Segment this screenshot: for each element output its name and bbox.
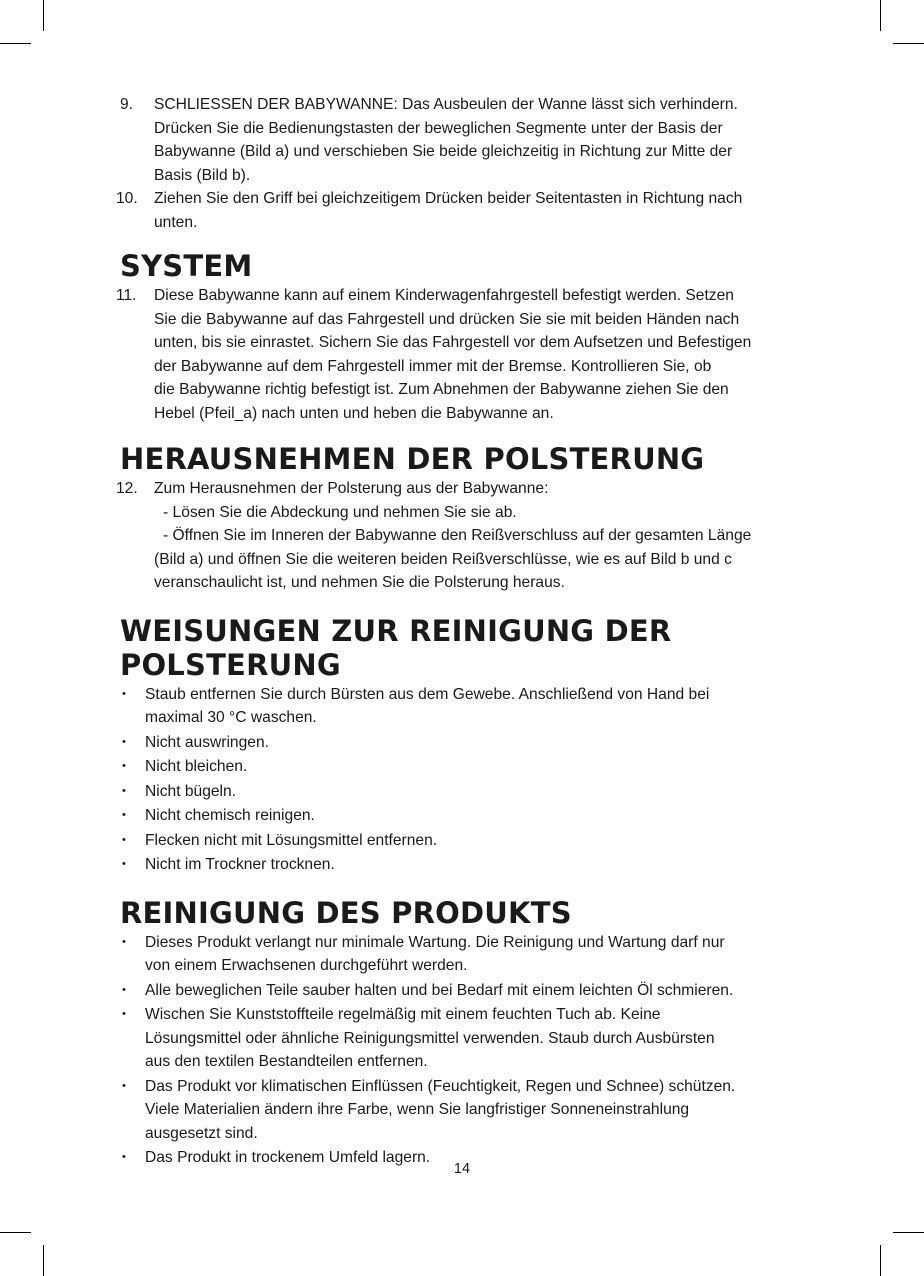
text-line: Basis (Bild b). xyxy=(154,166,251,184)
cleaning-padding-list xyxy=(120,683,800,877)
list-item xyxy=(120,1075,800,1146)
section-heading-cleaning-product: REINIGUNG DES PRODUKTS xyxy=(120,895,572,930)
instruction-item-12 xyxy=(116,477,800,595)
text-line: Das Produkt vor klimatischen Einflüssen (Feuchtigkeit, Regen und Schnee) schützen. xyxy=(145,1077,736,1095)
bullet-icon: • xyxy=(122,687,126,700)
text-line: Wischen Sie Kunststoffteile regelmäßig mit einem feuchten Tuch ab. Keine xyxy=(145,1006,661,1023)
bullet-icon: • xyxy=(122,833,126,846)
text-line: Nicht chemisch reinigen. xyxy=(145,807,315,824)
bullet-icon: • xyxy=(122,760,126,772)
text-line: Ziehen Sie den Griff bei gleichzeitigem Drücken beider Seitentasten in Richtung nach xyxy=(154,190,743,207)
bullet-icon: • xyxy=(122,1151,126,1163)
text-line: unten, bis sie einrastet. Sichern Sie das Fahrgestell vor dem Aufsetzen und Befestigen xyxy=(154,334,752,351)
text-line: Hebel (Pfeil_a) nach unten und heben die Babywanne an. xyxy=(154,404,554,422)
text-line: Dieses Produkt verlangt nur minimale Wartung. Die Reinigung und Wartung darf nur xyxy=(145,933,725,951)
text-line: - Öffnen Sie im Inneren der Babywanne den Reißverschluss auf der gesamten Länge xyxy=(163,527,752,544)
list-item xyxy=(120,1003,800,1074)
text-line: aus den textilen Bestandteilen entfernen. xyxy=(145,1053,428,1070)
text-line: von einem Erwachsenen durchgeführt werden. xyxy=(145,957,468,974)
text-line: ausgesetzt sind. xyxy=(145,1124,258,1142)
crop-mark xyxy=(0,1232,31,1233)
text-line: maximal 30 °C waschen. xyxy=(145,709,317,726)
text-line: Sie die Babywanne auf das Fahrgestell und drücken Sie sie mit beiden Händen nach xyxy=(154,310,740,328)
text-line: Das Produkt in trockenem Umfeld lagern. xyxy=(145,1149,431,1166)
bullet-icon: • xyxy=(122,983,126,996)
bullet-icon: • xyxy=(122,1008,126,1020)
list-item xyxy=(120,979,800,1003)
page-number: 14 xyxy=(453,1161,471,1177)
crop-mark xyxy=(893,43,924,44)
bullet-icon: • xyxy=(122,809,126,821)
crop-mark xyxy=(880,1245,881,1276)
bullet-icon: • xyxy=(122,1079,126,1092)
list-item xyxy=(120,931,800,978)
list-item xyxy=(120,780,800,804)
text-line: Lösungsmittel oder ähnliche Reinigungsmittel verwenden. Staub durch Ausbürsten xyxy=(145,1029,715,1047)
text-line: Babywanne (Bild a) und verschieben Sie beide gleichzeitig in Richtung zur Mitte der xyxy=(154,143,733,160)
text-line: - Lösen Sie die Abdeckung und nehmen Sie sie ab. xyxy=(163,503,517,521)
crop-mark xyxy=(43,1245,44,1276)
text-line: der Babywanne auf dem Fahrgestell immer mit der Bremse. Kontrollieren Sie, ob xyxy=(154,357,712,375)
bullet-icon: • xyxy=(122,858,126,870)
cleaning-product-list xyxy=(120,931,800,1170)
text-line: Flecken nicht mit Lösungsmittel entfernen. xyxy=(145,831,438,849)
list-item xyxy=(120,853,800,877)
section-heading-cleaning-padding: WEISUNGEN ZUR REINIGUNG DER POLSTERUNG xyxy=(120,613,672,682)
instruction-item-9 xyxy=(120,93,800,187)
text-line: die Babywanne richtig befestigt ist. Zum Abnehmen der Babywanne ziehen Sie den xyxy=(154,381,729,398)
item-number: 9. xyxy=(120,96,134,113)
bullet-icon: • xyxy=(122,735,126,748)
text-line: Diese Babywanne kann auf einem Kinderwagenfahrgestell befestigt werden. Setzen xyxy=(154,287,734,304)
text-line: Nicht im Trockner trocknen. xyxy=(145,856,335,873)
crop-mark xyxy=(893,1232,924,1233)
list-item xyxy=(120,731,800,755)
item-number: 11. xyxy=(116,287,137,304)
crop-mark xyxy=(43,0,44,31)
text-line: SCHLIESSEN DER BABYWANNE: Das Ausbeulen der Wanne lässt sich verhindern. xyxy=(154,96,738,113)
item-number: 10. xyxy=(116,190,138,207)
section-heading-removal: HERAUSNEHMEN DER POLSTERUNG xyxy=(120,442,705,476)
text-line: Drücken Sie die Bedienungstasten der beweglichen Segmente unter der Basis der xyxy=(154,119,723,137)
document-body xyxy=(116,93,800,1170)
text-line: Zum Herausnehmen der Polsterung aus der Babywanne: xyxy=(154,480,549,497)
text-line: Nicht bleichen. xyxy=(145,758,248,775)
text-line: veranschaulicht ist, und nehmen Sie die Polsterung heraus. xyxy=(154,574,565,591)
text-line: Nicht bügeln. xyxy=(145,782,237,800)
instruction-item-10 xyxy=(116,187,800,234)
crop-mark xyxy=(880,0,881,31)
instruction-item-11 xyxy=(116,284,800,425)
text-line: Alle beweglichen Teile sauber halten und bei Bedarf mit einem leichten Öl schmieren. xyxy=(145,981,734,999)
text-line: unten. xyxy=(154,213,198,231)
list-item xyxy=(120,683,800,730)
bullet-icon: • xyxy=(122,935,126,948)
bullet-icon: • xyxy=(122,784,126,797)
text-line: Viele Materialien ändern ihre Farbe, wenn Sie langfristiger Sonneneinstrahlung xyxy=(145,1101,690,1118)
text-line: (Bild a) und öffnen Sie die weiteren beiden Reißverschlüsse, wie es auf Bild b und c xyxy=(154,550,732,568)
crop-mark xyxy=(0,43,31,44)
text-line: Staub entfernen Sie durch Bürsten aus dem Gewebe. Anschließend von Hand bei xyxy=(145,685,710,703)
section-heading-system: SYSTEM xyxy=(120,249,253,283)
text-line: Nicht auswringen. xyxy=(145,733,269,751)
list-item xyxy=(120,755,800,779)
list-item xyxy=(120,804,800,828)
item-number: 12. xyxy=(116,480,138,497)
list-item xyxy=(120,829,800,853)
